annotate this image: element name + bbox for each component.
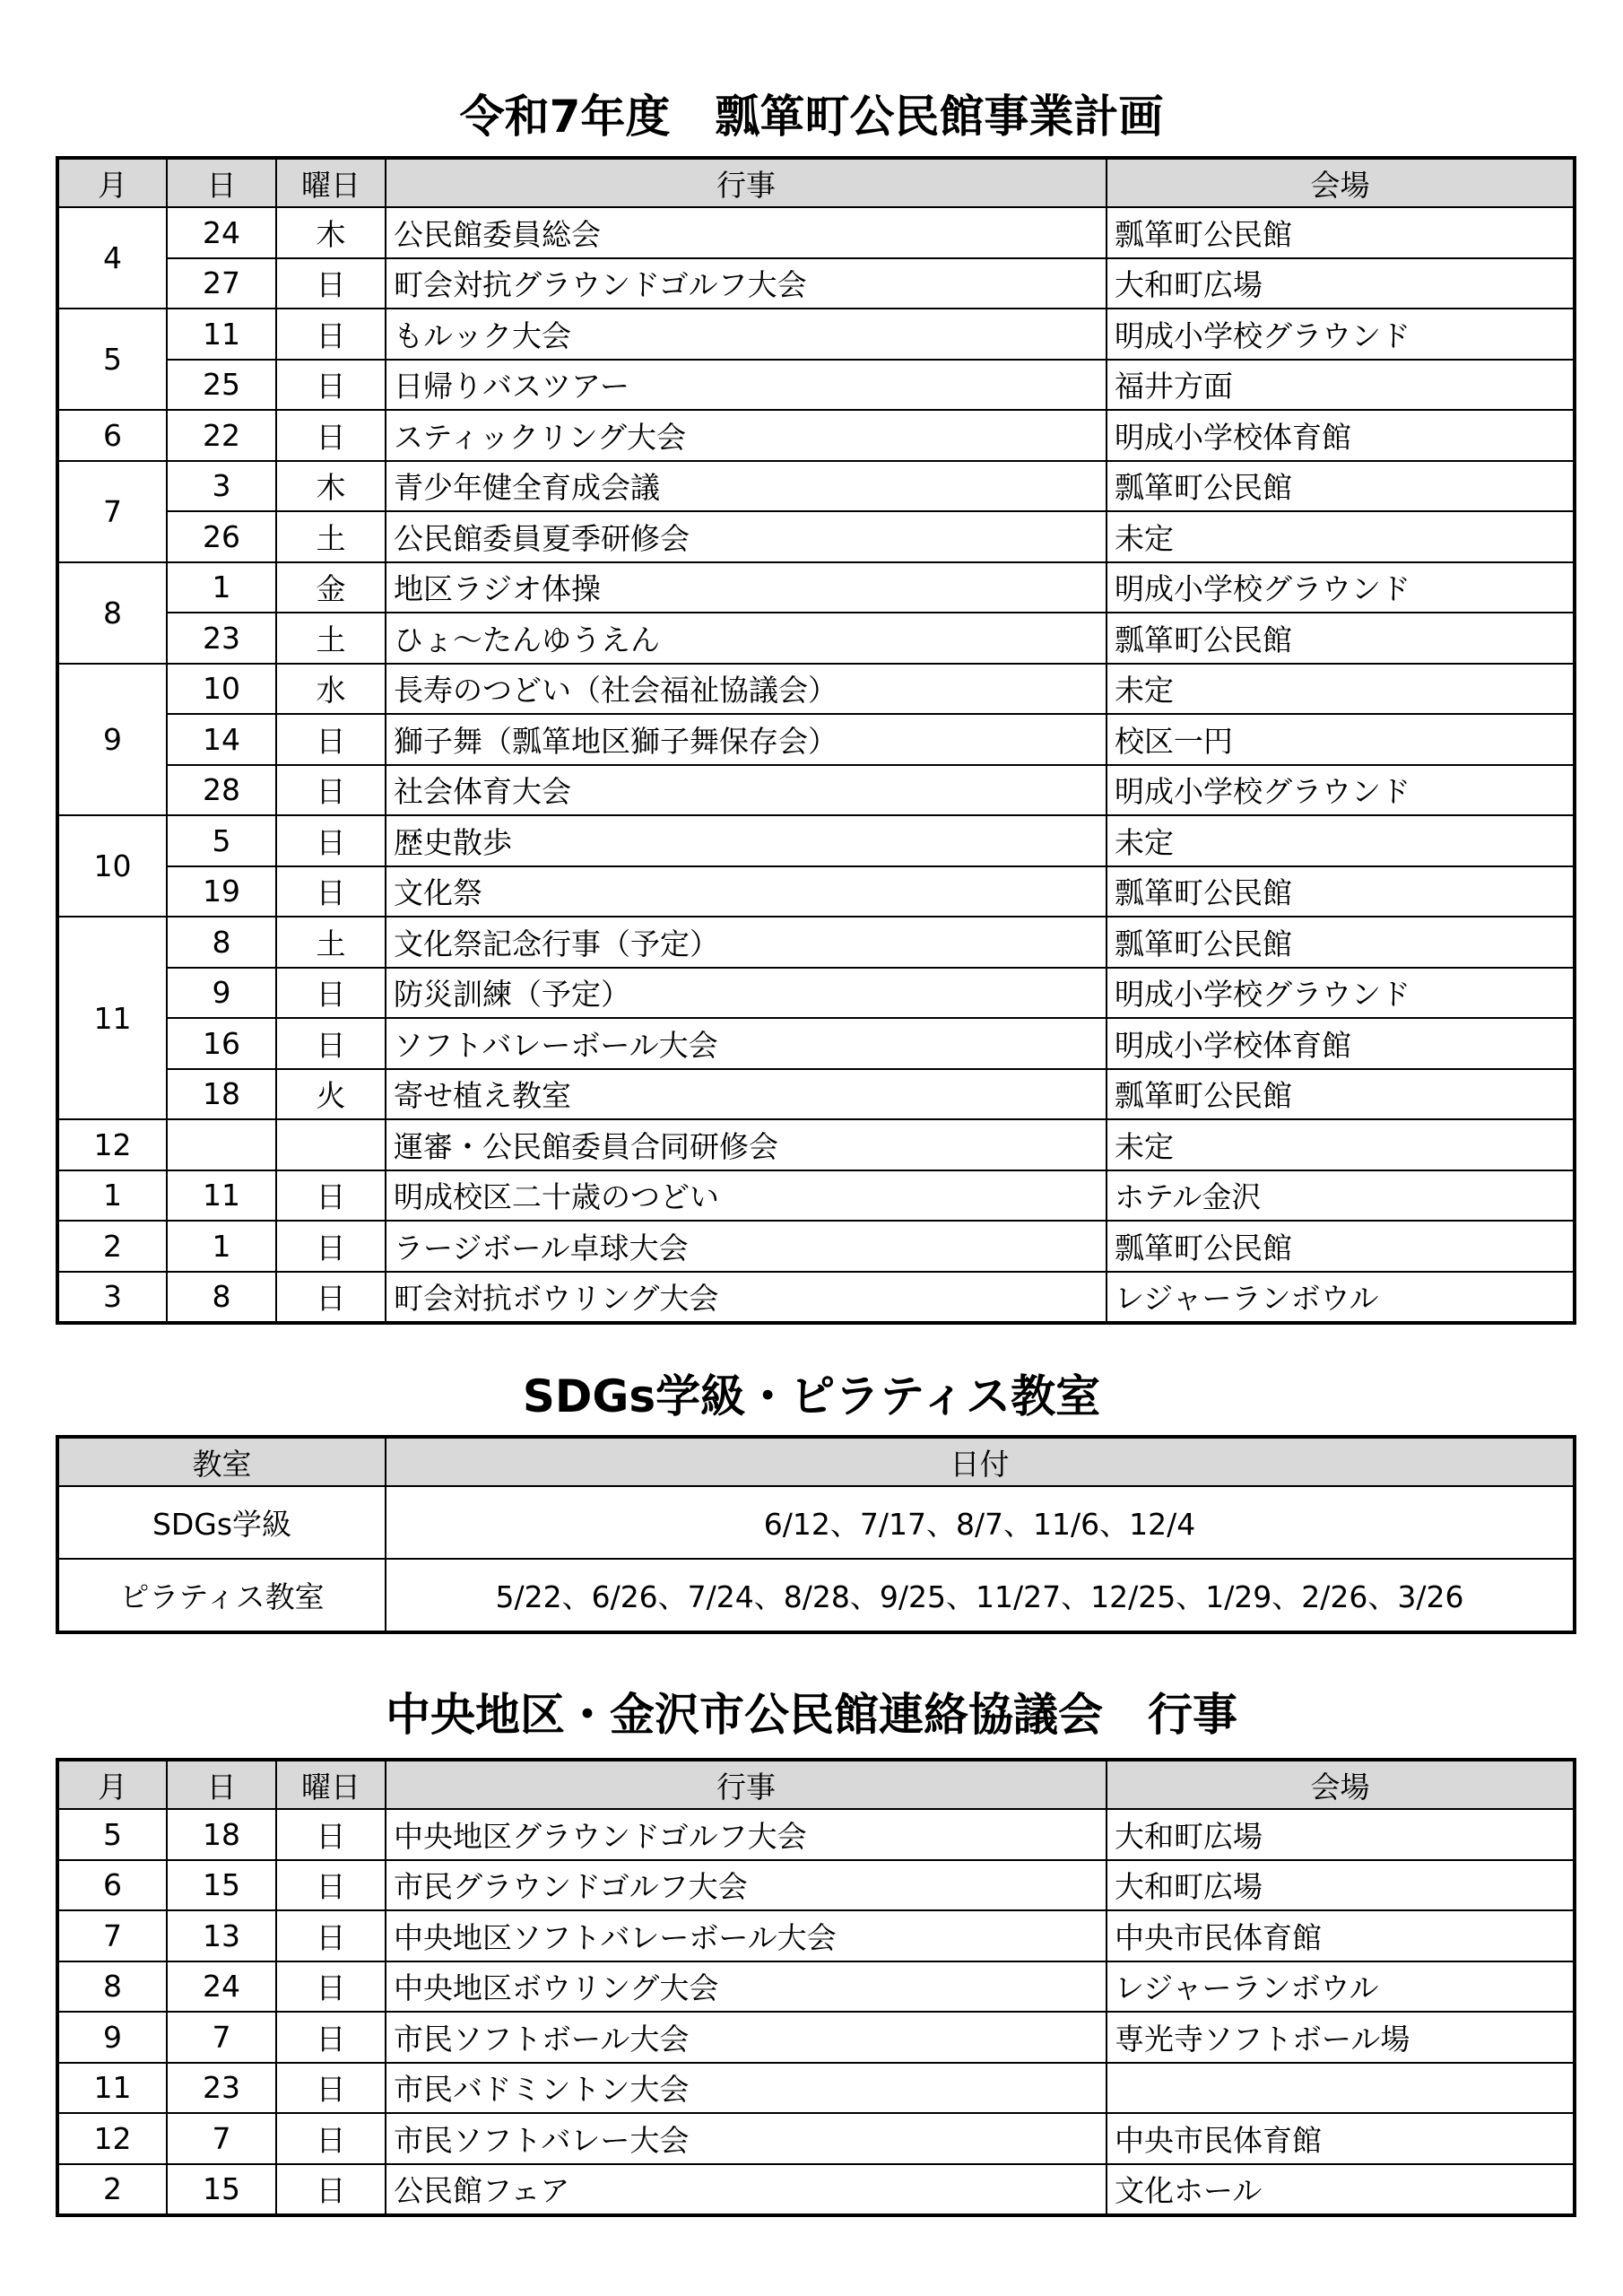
month-cell: 9 [57, 664, 167, 816]
month-cell: 8 [57, 1961, 167, 2013]
day-cell: 5 [167, 815, 276, 866]
venue-cell: 大和町広場 [1107, 1860, 1575, 1911]
weekday-cell: 日 [276, 1910, 386, 1961]
page-title: 令和7年度 瓢箪町公民館事業計画 [459, 91, 1164, 143]
day-cell: 18 [167, 1809, 276, 1860]
venue-cell: 明成小学校グラウンド [1107, 968, 1575, 1019]
weekday-cell: 日 [276, 714, 386, 765]
day-cell: 22 [167, 410, 276, 461]
day-header: 日 [167, 158, 276, 207]
weekday-cell: 日 [276, 1272, 386, 1324]
table-row [57, 1910, 1575, 1961]
venue-cell: 明成小学校体育館 [1107, 410, 1575, 461]
table-row [57, 1486, 1575, 1559]
table-row [57, 1272, 1575, 1324]
month-cell: 7 [57, 1910, 167, 1961]
venue-cell: 明成小学校グラウンド [1107, 765, 1575, 816]
table-row [57, 866, 1575, 918]
day-cell [167, 1119, 276, 1170]
weekday-cell: 金 [276, 562, 386, 613]
table-row [57, 917, 1575, 968]
classes-table [56, 1435, 1576, 1634]
day-cell: 19 [167, 866, 276, 918]
central-table [56, 1758, 1576, 2217]
weekday-cell: 日 [276, 309, 386, 360]
weekday-cell: 日 [276, 1809, 386, 1860]
venue-cell: 文化ホール [1107, 2164, 1575, 2216]
event-cell: 防災訓練（予定） [386, 968, 1107, 1019]
event-cell: 中央地区グラウンドゴルフ大会 [386, 1809, 1107, 1860]
month-cell: 8 [57, 562, 167, 664]
event-cell: 市民ソフトボール大会 [386, 2012, 1107, 2063]
day-cell: 23 [167, 613, 276, 664]
table-row [57, 1119, 1575, 1170]
venue-cell: 大和町広場 [1107, 258, 1575, 309]
table-row [57, 2012, 1575, 2063]
weekday-cell: 土 [276, 511, 386, 562]
weekday-cell: 木 [276, 207, 386, 258]
day-cell: 7 [167, 2113, 276, 2164]
event-cell: 中央地区ボウリング大会 [386, 1961, 1107, 2013]
event-cell: ソフトバレーボール大会 [386, 1018, 1107, 1069]
event-cell: 地区ラジオ体操 [386, 562, 1107, 613]
day-cell: 11 [167, 309, 276, 360]
venue-cell: 瓢箪町公民館 [1107, 1221, 1575, 1272]
venue-cell: 大和町広場 [1107, 1809, 1575, 1860]
event-cell: ラージボール卓球大会 [386, 1221, 1107, 1272]
weekday-cell: 木 [276, 461, 386, 512]
month-cell: 2 [57, 2164, 167, 2216]
weekday-cell: 日 [276, 1170, 386, 1222]
month-cell: 11 [57, 917, 167, 1119]
event-cell: 文化祭 [386, 866, 1107, 918]
classes-header-row [57, 1437, 1575, 1486]
event-cell: 長寿のつどい（社会福祉協議会） [386, 664, 1107, 715]
table-row [57, 1221, 1575, 1272]
event-cell: 公民館委員総会 [386, 207, 1107, 258]
schedule-table [56, 156, 1576, 1325]
day-cell: 28 [167, 765, 276, 816]
table-row [57, 765, 1575, 816]
class-header: 教室 [57, 1437, 386, 1486]
event-header: 行事 [386, 1760, 1107, 1809]
day-cell: 3 [167, 461, 276, 512]
weekday-cell: 土 [276, 613, 386, 664]
event-cell: 文化祭記念行事（予定） [386, 917, 1107, 968]
table-row [57, 309, 1575, 360]
month-cell: 4 [57, 207, 167, 309]
table-row [57, 1170, 1575, 1222]
day-cell: 13 [167, 1910, 276, 1961]
table-row [57, 968, 1575, 1019]
day-cell: 18 [167, 1069, 276, 1120]
dates-header: 日付 [386, 1437, 1575, 1486]
venue-cell: 校区一円 [1107, 714, 1575, 765]
weekday-cell: 水 [276, 664, 386, 715]
venue-cell: 瓢箪町公民館 [1107, 917, 1575, 968]
weekday-cell [276, 1119, 386, 1170]
day-cell: 1 [167, 1221, 276, 1272]
day-cell: 9 [167, 968, 276, 1019]
venue-cell: 未定 [1107, 664, 1575, 715]
month-cell: 6 [57, 410, 167, 461]
weekday-cell: 日 [276, 1860, 386, 1911]
venue-cell: ホテル金沢 [1107, 1170, 1575, 1222]
day-cell: 7 [167, 2012, 276, 2063]
event-cell: 青少年健全育成会議 [386, 461, 1107, 512]
day-cell: 10 [167, 664, 276, 715]
month-cell: 3 [57, 1272, 167, 1324]
weekday-cell: 日 [276, 1018, 386, 1069]
event-cell: 寄せ植え教室 [386, 1069, 1107, 1120]
venue-cell: 瓢箪町公民館 [1107, 613, 1575, 664]
event-cell: 運審・公民館委員合同研修会 [386, 1119, 1107, 1170]
table-row [57, 207, 1575, 258]
table-row [57, 2164, 1575, 2216]
table-row [57, 613, 1575, 664]
event-cell: 公民館フェア [386, 2164, 1107, 2216]
table-row [57, 2113, 1575, 2164]
month-cell: 9 [57, 2012, 167, 2063]
venue-header: 会場 [1107, 158, 1575, 207]
day-cell: 15 [167, 2164, 276, 2216]
venue-cell: 専光寺ソフトボール場 [1107, 2012, 1575, 2063]
month-cell: 5 [57, 309, 167, 410]
venue-cell: 瓢箪町公民館 [1107, 1069, 1575, 1120]
class-dates: 5/22、6/26、7/24、8/28、9/25、11/27、12/25、1/29、2/26、3/26 [386, 1559, 1575, 1632]
event-cell: 社会体育大会 [386, 765, 1107, 816]
weekday-cell: 火 [276, 1069, 386, 1120]
month-cell: 11 [57, 2063, 167, 2114]
day-cell: 16 [167, 1018, 276, 1069]
day-cell: 25 [167, 360, 276, 411]
venue-cell: 瓢箪町公民館 [1107, 866, 1575, 918]
weekday-cell: 日 [276, 360, 386, 411]
weekday-cell: 土 [276, 917, 386, 968]
event-cell: 公民館委員夏季研修会 [386, 511, 1107, 562]
table-row [57, 1809, 1575, 1860]
day-cell: 11 [167, 1170, 276, 1222]
class-dates: 6/12、7/17、8/7、11/6、12/4 [386, 1486, 1575, 1559]
central-header-row [57, 1760, 1575, 1809]
weekday-cell: 日 [276, 1221, 386, 1272]
event-header: 行事 [386, 158, 1107, 207]
month-header: 月 [57, 1760, 167, 1809]
schedule-body [57, 207, 1575, 1323]
venue-cell: 中央市民体育館 [1107, 2113, 1575, 2164]
table-row [57, 2063, 1575, 2114]
venue-cell: 未定 [1107, 511, 1575, 562]
month-header: 月 [57, 158, 167, 207]
classes-body [57, 1486, 1575, 1632]
venue-cell: 瓢箪町公民館 [1107, 461, 1575, 512]
event-cell: 明成校区二十歳のつどい [386, 1170, 1107, 1222]
schedule-header-row [57, 158, 1575, 207]
table-row [57, 258, 1575, 309]
weekday-cell: 日 [276, 815, 386, 866]
month-cell: 5 [57, 1809, 167, 1860]
weekday-cell: 日 [276, 2012, 386, 2063]
venue-cell: 明成小学校体育館 [1107, 1018, 1575, 1069]
table-row [57, 714, 1575, 765]
venue-header: 会場 [1107, 1760, 1575, 1809]
weekday-cell: 日 [276, 968, 386, 1019]
table-row [57, 410, 1575, 461]
day-header: 日 [167, 1760, 276, 1809]
venue-cell: レジャーランボウル [1107, 1272, 1575, 1324]
class-name: ピラティス教室 [57, 1559, 386, 1632]
event-cell: スティックリング大会 [386, 410, 1107, 461]
month-cell: 2 [57, 1221, 167, 1272]
month-cell: 10 [57, 815, 167, 917]
venue-cell [1107, 2063, 1575, 2114]
event-cell: もルック大会 [386, 309, 1107, 360]
weekday-cell: 日 [276, 2164, 386, 2216]
weekday-cell: 日 [276, 2063, 386, 2114]
venue-cell: 未定 [1107, 815, 1575, 866]
venue-cell: 未定 [1107, 1119, 1575, 1170]
event-cell: 歴史散歩 [386, 815, 1107, 866]
month-cell: 7 [57, 461, 167, 562]
event-cell: 市民グラウンドゴルフ大会 [386, 1860, 1107, 1911]
weekday-header: 曜日 [276, 1760, 386, 1809]
event-cell: 町会対抗ボウリング大会 [386, 1272, 1107, 1324]
weekday-cell: 日 [276, 765, 386, 816]
event-cell: 日帰りバスツアー [386, 360, 1107, 411]
table-row [57, 1559, 1575, 1632]
venue-cell: 瓢箪町公民館 [1107, 207, 1575, 258]
table-row [57, 562, 1575, 613]
table-row [57, 1961, 1575, 2013]
event-cell: 獅子舞（瓢箪地区獅子舞保存会） [386, 714, 1107, 765]
day-cell: 8 [167, 1272, 276, 1324]
venue-cell: 明成小学校グラウンド [1107, 309, 1575, 360]
venue-cell: 明成小学校グラウンド [1107, 562, 1575, 613]
table-row [57, 664, 1575, 715]
month-cell: 12 [57, 1119, 167, 1170]
day-cell: 23 [167, 2063, 276, 2114]
event-cell: 市民ソフトバレー大会 [386, 2113, 1107, 2164]
venue-cell: 中央市民体育館 [1107, 1910, 1575, 1961]
day-cell: 24 [167, 1961, 276, 2013]
day-cell: 14 [167, 714, 276, 765]
table-row [57, 1069, 1575, 1120]
day-cell: 15 [167, 1860, 276, 1911]
weekday-cell: 日 [276, 258, 386, 309]
central-body [57, 1809, 1575, 2215]
weekday-cell: 日 [276, 410, 386, 461]
event-cell: 町会対抗グラウンドゴルフ大会 [386, 258, 1107, 309]
weekday-cell: 日 [276, 866, 386, 918]
venue-cell: 福井方面 [1107, 360, 1575, 411]
event-cell: ひょ〜たんゆうえん [386, 613, 1107, 664]
table-row [57, 1018, 1575, 1069]
classes-title: SDGs学級・ピラティス教室 [522, 1370, 1101, 1422]
event-cell: 中央地区ソフトバレーボール大会 [386, 1910, 1107, 1961]
day-cell: 26 [167, 511, 276, 562]
day-cell: 8 [167, 917, 276, 968]
weekday-cell: 日 [276, 1961, 386, 2013]
month-cell: 6 [57, 1860, 167, 1911]
day-cell: 27 [167, 258, 276, 309]
table-row [57, 511, 1575, 562]
class-name: SDGs学級 [57, 1486, 386, 1559]
table-row [57, 815, 1575, 866]
table-row [57, 360, 1575, 411]
weekday-cell: 日 [276, 2113, 386, 2164]
event-cell: 市民バドミントン大会 [386, 2063, 1107, 2114]
weekday-header: 曜日 [276, 158, 386, 207]
table-row [57, 461, 1575, 512]
day-cell: 1 [167, 562, 276, 613]
day-cell: 24 [167, 207, 276, 258]
venue-cell: レジャーランボウル [1107, 1961, 1575, 2013]
month-cell: 12 [57, 2113, 167, 2164]
table-row [57, 1860, 1575, 1911]
central-title: 中央地区・金沢市公民館連絡協議会 行事 [386, 1689, 1237, 1741]
month-cell: 1 [57, 1170, 167, 1222]
